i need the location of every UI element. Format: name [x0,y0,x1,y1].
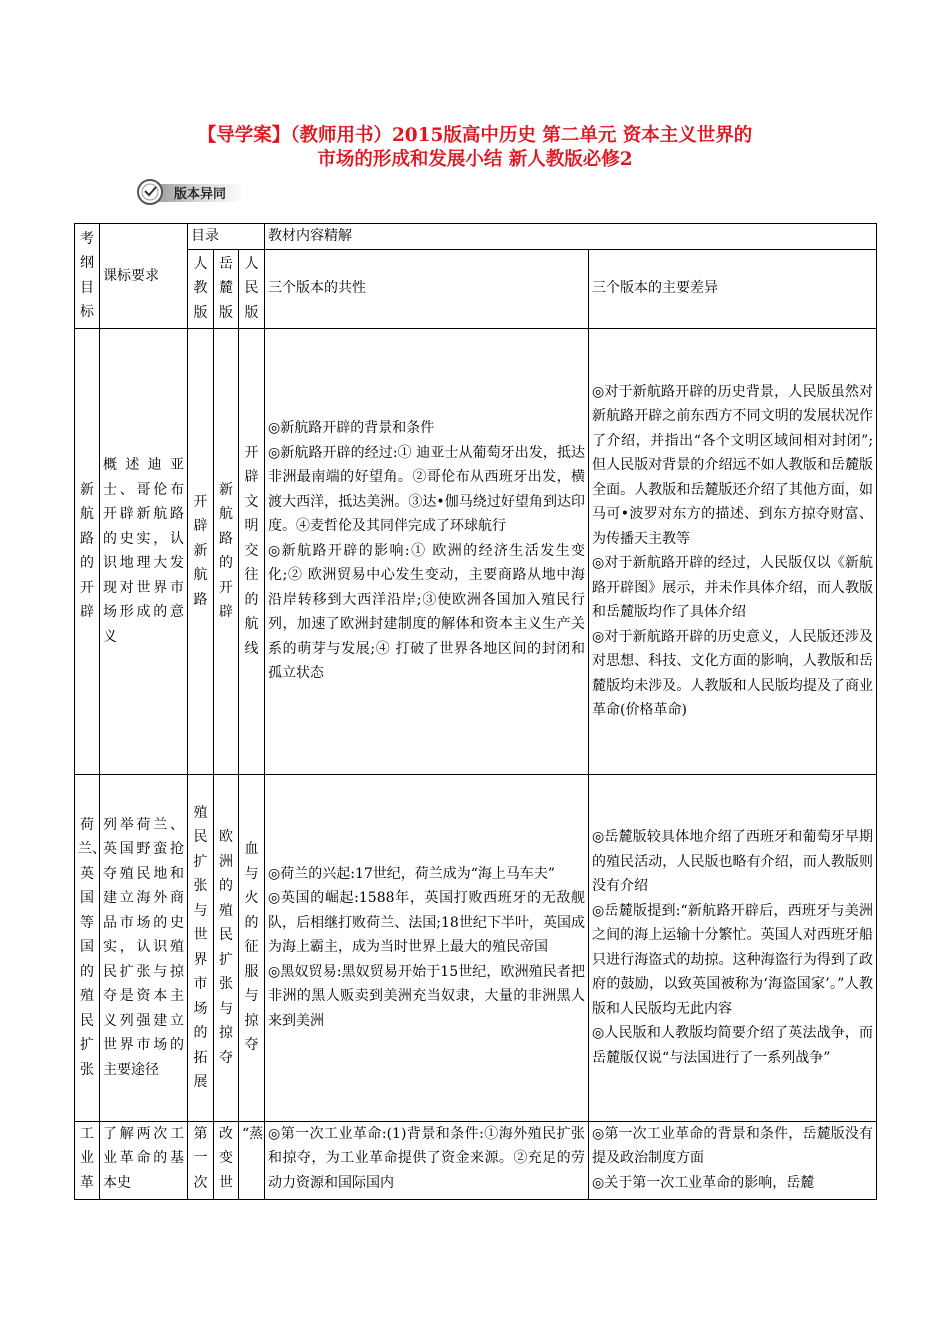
row-yuelu: 新航路的开辟 [214,328,239,774]
header-standard: 课标要求 [100,224,188,329]
diff-item: ◎岳麓版较具体地介绍了西班牙和葡萄牙早期的殖民活动，人民版也略有介绍，而人教版则没有介绍 [592,829,874,894]
header-renmin: 人民版 [239,249,265,328]
section-banner-label: 版本异同 [174,187,227,202]
row-goal: 新航路的开辟 [75,328,100,774]
common-item: ◎荷兰的兴起:17世纪，荷兰成为“海上马车夫” [268,865,556,882]
row-goal: 荷兰、英国等国的殖民扩张 [75,774,100,1121]
row-standard: 概述迪亚士、哥伦布开辟新航路的史实，认识地理大发现对世界市场形成的意义 [100,328,188,774]
common-item: ◎黑奴贸易:黑奴贸易开始于15世纪，欧洲殖民者把非洲的黑人贩卖到美洲充当奴隶，大量的非洲黑人来到美洲 [268,963,586,1029]
diff-item: ◎对于新航路开辟的历史背景，人民版虽然对新航路开辟之前东西方不同文明的发展状况作了介绍，并指出“各个文明区域间相对封闭”;但人民版对背景的介绍远不如人教版和岳麓版全面。人教版和岳麓版还介绍了其他方面，如马可•波罗对东方的描述、到东方掠夺财富、为传播天主教等 [592,383,874,547]
header-common: 三个版本的共性 [265,249,589,328]
common-item: ◎新航路开辟的背景和条件 [268,420,435,437]
row-common [265,1121,589,1199]
diff-item: ◎岳麓版提到:“新航路开辟后，西班牙与美洲之间的海上运输十分繁忙。英国人对西班牙船只进行海盗式的劫掠。这种海盗行为得到了政府的鼓励，以致英国被称为‘海盗国家’。”人教版和人民版均无此内容 [592,902,874,1017]
row-renjiao: 第一次 [188,1121,214,1199]
row-common [265,774,589,1121]
common-item: ◎第一次工业革命:(1)背景和条件:①海外殖民扩张和掠夺，为工业革命提供了资金来源。②充足的劳动力资源和国际国内 [268,1125,586,1191]
row-diff [589,774,877,1121]
row-renjiao: 殖民扩张与世界市场的拓展 [188,774,214,1121]
common-item: ◎英国的崛起:1588年，英国打败西班牙的无敌舰队，后相继打败荷兰、法国;18世纪下半叶，英国成为海上霸主，成为当时世界上最大的殖民帝国 [268,890,586,956]
comparison-table [74,223,877,1200]
title-line-2: 市场的形成和发展小结 新人教版必修2 [317,149,633,170]
row-standard: 了解两次工业革命的基本史 [100,1121,188,1199]
row-standard: 列举荷兰、英国野蛮抢夺殖民地和建立海外商品市场的史实，认识殖民扩张与掠夺是资本主义列强建立世界市场的主要途径 [100,774,188,1121]
header-renjiao: 人教版 [188,249,214,328]
row-renjiao: 开辟新航路 [188,328,214,774]
header-diff: 三个版本的主要差异 [589,249,877,328]
row-yuelu: 改变世 [214,1121,239,1199]
table-row [75,328,877,774]
clock-icon [138,180,162,204]
row-goal: 工业革 [75,1121,100,1199]
table-row [75,774,877,1121]
row-diff [589,1121,877,1199]
row-diff [589,328,877,774]
section-banner [136,178,246,208]
document-title [0,124,950,172]
row-renmin: 血与火的征服与掠夺 [239,774,265,1121]
table-row [75,1121,877,1199]
header-content: 教材内容精解 [265,224,877,250]
row-renmin: 开辟文明交往的航线 [239,328,265,774]
diff-item: ◎人民版和人教版均简要介绍了英法战争，而岳麓版仅说“与法国进行了一系列战争” [592,1025,874,1066]
header-goal: 考纲目标 [75,224,100,329]
diff-item: ◎第一次工业革命的背景和条件，岳麓版没有提及政治制度方面 [592,1125,874,1166]
row-common [265,328,589,774]
diff-item: ◎对于新航路开辟的历史意义，人民版还涉及对思想、科技、文化方面的影响，人教版和岳麓版均未涉及。人教版和人民版均提及了商业革命(价格革命) [592,628,874,718]
row-yuelu: 欧洲的殖民扩张与掠夺 [214,774,239,1121]
row-renmin: “蒸 [239,1121,265,1199]
title-line-1: 【导学案】（教师用书）2015版高中历史 第二单元 资本主义世界的 [197,125,753,146]
header-catalog: 目录 [188,224,265,250]
common-item: ◎新航路开辟的影响:① 欧洲的经济生活发生变化;② 欧洲贸易中心发生变动，主要商路从地中海沿岸转移到大西洋沿岸;③使欧洲各国加入殖民行列，加速了欧洲封建制度的解体和资本主义生产关系的萌芽与发展;④ 打破了世界各地区间的封闭和孤立状态 [268,542,586,682]
common-item: ◎新航路开辟的经过:① 迪亚士从葡萄牙出发，抵达非洲最南端的好望角。②哥伦布从西班牙出发，横渡大西洋，抵达美洲。③达•伽马绕过好望角到达印度。④麦哲伦及其同伴完成了环球航行 [268,444,586,535]
diff-item: ◎对于新航路开辟的经过，人民版仅以《新航路开辟图》展示，并未作具体介绍，而人教版和岳麓版均作了具体介绍 [592,555,874,620]
header-yuelu: 岳麓版 [214,249,239,328]
diff-item: ◎关于第一次工业革命的影响，岳麓 [592,1174,815,1191]
